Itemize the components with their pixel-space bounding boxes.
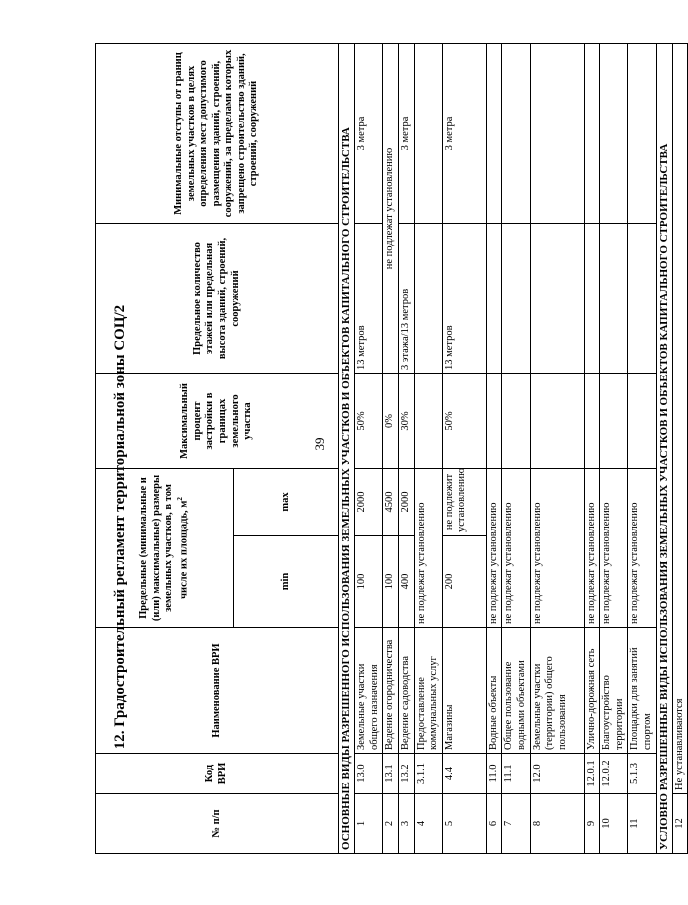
cell-coverage <box>628 374 656 469</box>
header-code: Код ВРИ <box>96 754 339 794</box>
cell-name: Земельные участки общего назначения <box>355 628 383 754</box>
cell-code: 4.4 <box>442 754 486 794</box>
table-row <box>672 44 688 854</box>
cell-num: 8 <box>530 794 584 854</box>
cell-coverage: 0% <box>383 374 399 469</box>
table-row <box>530 44 584 854</box>
page-title: 12. Градостроительный регламент территориальной зоны СОЦ/2 <box>112 304 128 750</box>
cell-area: не подлежат установлению <box>530 469 584 628</box>
cell-name: Улично-дорожная сеть <box>584 628 600 754</box>
cell-area: не подлежат установлению <box>414 469 442 628</box>
cell-coverage: 50% <box>355 374 383 469</box>
table-row <box>355 44 383 854</box>
cell-name: Площадки для занятий спортом <box>628 628 656 754</box>
cell-num: 1 <box>355 794 383 854</box>
cell-area: не подлежат установлению <box>628 469 656 628</box>
cell-num: 10 <box>600 794 628 854</box>
cell-code: 5.1.3 <box>628 754 656 794</box>
cell-area: не подлежат установлению <box>600 469 628 628</box>
cell-height-setback: не подлежат установлению <box>383 44 399 374</box>
cell-coverage: 50% <box>442 374 486 469</box>
cell-name: Благоустройство территории <box>600 628 628 754</box>
cell-code: 12.0.2 <box>600 754 628 794</box>
header-row <box>96 44 234 854</box>
cell-setback <box>628 44 656 224</box>
cell-num: 7 <box>502 794 530 854</box>
page-number: 39 <box>312 437 327 451</box>
cell-code: 11.0 <box>486 754 502 794</box>
cell-setback <box>600 44 628 224</box>
cell-num: 3 <box>398 794 414 854</box>
cell-num: 6 <box>486 794 502 854</box>
cell-name: Магазины <box>442 628 486 754</box>
cell-setback <box>502 44 530 224</box>
cell-min: 400 <box>398 536 414 628</box>
cell-name: Ведение огородничества <box>383 628 399 754</box>
cell-name: Общее пользование водными объектами <box>502 628 530 754</box>
cell-name: Предоставление коммунальных услуг <box>414 628 442 754</box>
regulation-table-wrapper <box>95 44 685 854</box>
regulation-table <box>95 43 688 854</box>
table-row <box>502 44 530 854</box>
cell-num: 9 <box>584 794 600 854</box>
section-main-title: ОСНОВНЫЕ ВИДЫ РАЗРЕШЕННОГО ИСПОЛЬЗОВАНИЯ ЗЕМЕЛЬНЫХ УЧАСТКОВ И ОБЪЕКТОВ КАПИТАЛЬНОГО СТРОИТЕЛЬСТВА <box>339 44 355 854</box>
table-row <box>383 44 399 854</box>
cell-coverage: 30% <box>398 374 414 469</box>
table-row <box>628 44 656 854</box>
cell-height: 13 метров <box>442 224 486 374</box>
cell-height <box>502 224 530 374</box>
cell-height: 13 метров <box>355 224 383 374</box>
cell-max: 4500 <box>383 469 399 536</box>
header-num: № п/п <box>96 794 339 854</box>
cell-coverage <box>600 374 628 469</box>
header-min: min <box>234 536 339 628</box>
table-row <box>398 44 414 854</box>
header-coverage: Максимальный процент застройки в границах земельного участка <box>96 374 339 469</box>
section-conditional-title: УСЛОВНО РАЗРЕШЕННЫЕ ВИДЫ ИСПОЛЬЗОВАНИЯ ЗЕМЕЛЬНЫХ УЧАСТКОВ И ОБЪЕКТОВ КАПИТАЛЬНОГО СТРОИТЕЛЬСТВА <box>656 44 672 854</box>
header-name: Наименование ВРИ <box>96 628 339 754</box>
cell-height <box>414 224 442 374</box>
table-row <box>600 44 628 854</box>
cell-coverage <box>530 374 584 469</box>
cell-num: 2 <box>383 794 399 854</box>
cell-setback <box>584 44 600 224</box>
cell-code: 13.1 <box>383 754 399 794</box>
header-area: Предельные (минимальные и (или) максимальные) размеры земельных участков, в том числе их площадь, $м^2$ <box>96 469 234 628</box>
header-max: max <box>234 469 339 536</box>
cell-area: не подлежат установлению <box>486 469 502 628</box>
header-height: Предельное количество этажей или предельная высота зданий, строений, сооружений <box>96 224 339 374</box>
table-row <box>414 44 442 854</box>
cell-area: не подлежат установлению <box>584 469 600 628</box>
cell-name: Водные объекты <box>486 628 502 754</box>
cell-coverage <box>414 374 442 469</box>
cell-num: 11 <box>628 794 656 854</box>
cell-max: не подлежит установлению <box>442 469 486 536</box>
section-conditional <box>656 44 672 854</box>
cell-coverage <box>584 374 600 469</box>
cell-setback: 3 метра <box>355 44 383 224</box>
cell-height: 3 этажа/13 метров <box>398 224 414 374</box>
cell-coverage <box>502 374 530 469</box>
cell-max: 2000 <box>355 469 383 536</box>
cell-coverage <box>486 374 502 469</box>
cell-min: 100 <box>355 536 383 628</box>
cell-num: 5 <box>442 794 486 854</box>
cell-name: Земельные участки (территории) общего пользования <box>530 628 584 754</box>
cell-name: Ведение садоводства <box>398 628 414 754</box>
cell-setback <box>414 44 442 224</box>
table-row <box>442 44 486 854</box>
cell-max: 2000 <box>398 469 414 536</box>
cell-area: не подлежат установлению <box>502 469 530 628</box>
cell-code: 12.0 <box>530 754 584 794</box>
cell-height <box>486 224 502 374</box>
cell-name: Не устанавливаются <box>672 44 688 794</box>
header-setback: Минимальные отступы от границ земельных участков в целях определения мест допустимого размещения зданий, строений, сооружений, за пределами которых запрещено строительство зданий, строений, сооружений <box>96 44 339 224</box>
table-row <box>584 44 600 854</box>
cell-min: 200 <box>442 536 486 628</box>
cell-code: 13.0 <box>355 754 383 794</box>
cell-code: 13.2 <box>398 754 414 794</box>
cell-setback <box>486 44 502 224</box>
cell-min: 100 <box>383 536 399 628</box>
cell-num: 4 <box>414 794 442 854</box>
table-row <box>486 44 502 854</box>
cell-height <box>530 224 584 374</box>
cell-setback: 3 метра <box>442 44 486 224</box>
cell-code: 11.1 <box>502 754 530 794</box>
cell-height <box>600 224 628 374</box>
cell-setback <box>530 44 584 224</box>
section-main <box>339 44 355 854</box>
cell-setback: 3 метра <box>398 44 414 224</box>
cell-height <box>628 224 656 374</box>
cell-height <box>584 224 600 374</box>
cell-code: 3.1.1 <box>414 754 442 794</box>
cell-num: 12 <box>672 794 688 854</box>
cell-code: 12.0.1 <box>584 754 600 794</box>
